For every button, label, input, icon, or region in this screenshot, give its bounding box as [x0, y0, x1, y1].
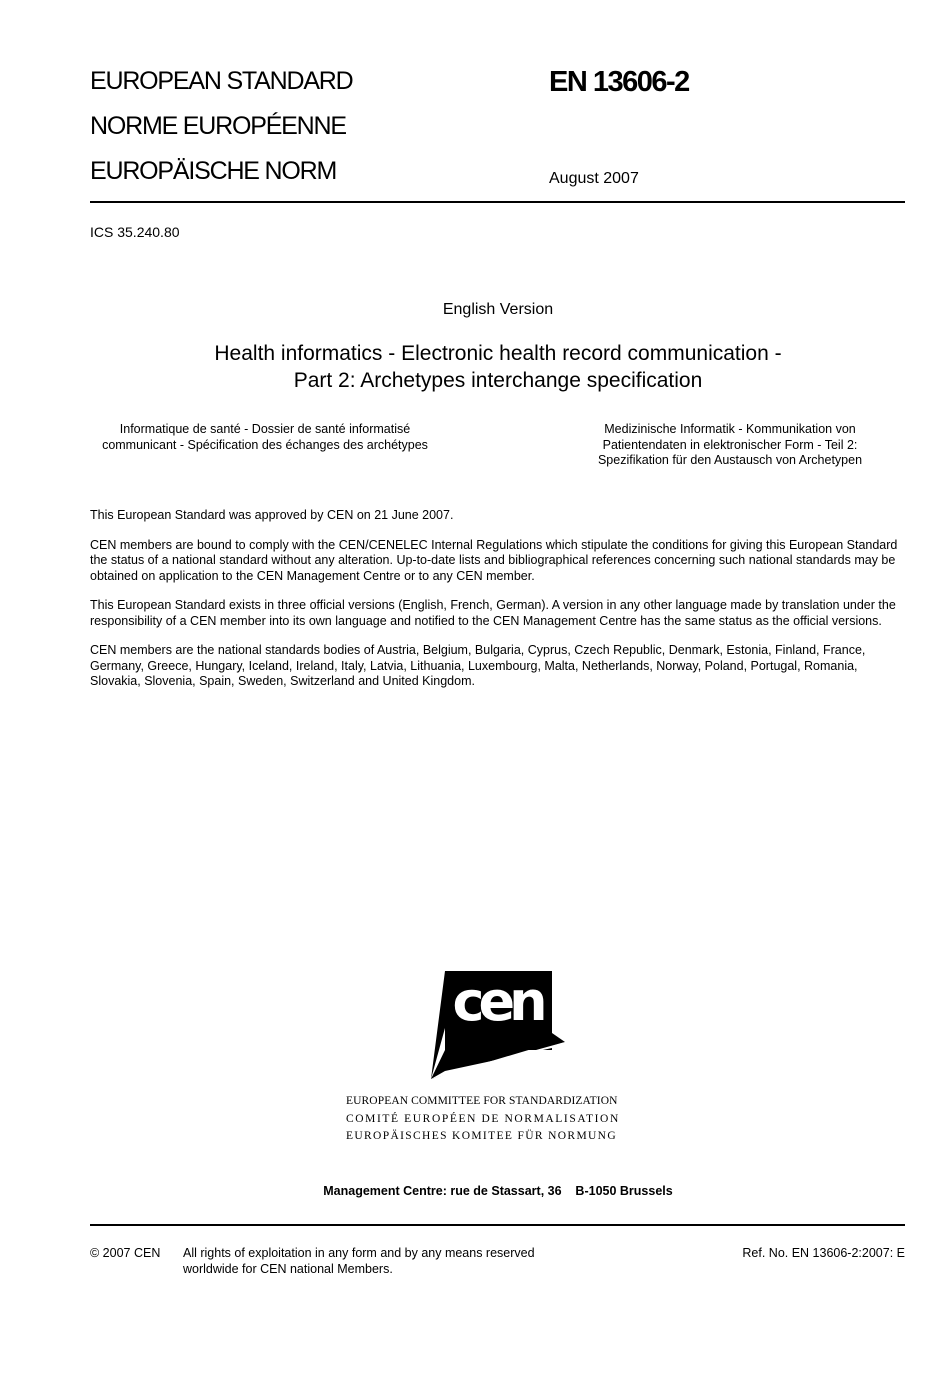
document-title — [0, 340, 950, 394]
reference-number: Ref. No. EN 13606-2:2007: E — [742, 1246, 905, 1260]
committee-name-english: EUROPEAN COMMITTEE FOR STANDARDIZATION — [346, 1095, 618, 1107]
header-divider — [90, 201, 905, 203]
german-title-line: Spezifikation für den Austausch von Archetypen — [597, 453, 863, 467]
french-title-line: Informatique de santé - Dossier de santé informatisé — [119, 422, 411, 436]
standard-number: EN 13606-2 — [549, 66, 689, 98]
standard-name-german: EUROPÄISCHE NORM — [90, 157, 337, 185]
title-line: Health informatics - Electronic health record communication - — [214, 342, 782, 365]
french-title-line: communicant - Spécification des échanges des archétypes — [102, 437, 428, 452]
standard-name-french: NORME EUROPÉENNE — [90, 112, 346, 140]
copyright: © 2007 CEN — [90, 1246, 161, 1260]
committee-name-french: COMITÉ EUROPÉEN DE NORMALISATION — [346, 1112, 620, 1125]
language-version: English Version — [442, 301, 554, 318]
rights-line: worldwide for CEN national Members. — [183, 1261, 393, 1276]
publication-date: August 2007 — [549, 170, 639, 187]
rights-notice — [183, 1246, 535, 1277]
approval-paragraph: This European Standard was approved by CEN on 21 June 2007. — [90, 508, 454, 522]
standard-name-english: EUROPEAN STANDARD — [90, 67, 353, 95]
versions-paragraph: This European Standard exists in three official versions (English, French, German). A version in any other language made by translation under the responsibility of a CEN member into its own language and notified to the CEN Management Centre has the same status as the official versions. — [90, 598, 896, 628]
approval-text — [90, 508, 905, 704]
title-line: Part 2: Archetypes interchange specification — [293, 369, 703, 392]
german-title-line: Patientendaten in elektronischer Form - Teil 2: — [602, 437, 858, 452]
cen-logo-text: cen — [452, 971, 542, 1033]
german-title — [585, 422, 875, 469]
members-paragraph: CEN members are the national standards bodies of Austria, Belgium, Bulgaria, Cyprus, Czech Republic, Denmark, Estonia, Finland, France, Germany, Greece, Hungary, Iceland, Ireland, Italy, Latvia, Lithuania, Luxembourg, Malta, Netherlands, Norway, Poland, Portugal, Romania, Slovakia, Slovenia, Spain, Sweden, Switzerland and United Kingdom. — [90, 643, 866, 688]
german-title-line: Medizinische Informatik - Kommunikation von — [604, 422, 856, 436]
french-title — [90, 422, 440, 453]
cen-logo-icon — [431, 971, 567, 1079]
compliance-paragraph: CEN members are bound to comply with the CEN/CENELEC Internal Regulations which stipulate the conditions for giving this European Standard the status of a national standard without any alteration. Up-to-date lists and bibliographical references concerning such national standards may be obtained on application to the CEN Management Centre or to any CEN member. — [90, 537, 898, 583]
management-centre-address: Management Centre: rue de Stassart, 36 B-1050 Brussels — [323, 1184, 673, 1198]
ics-code: ICS 35.240.80 — [90, 224, 180, 240]
rights-line: All rights of exploitation in any form and by any means reserved — [183, 1246, 535, 1260]
footer-divider — [90, 1224, 905, 1226]
committee-name-german: EUROPÄISCHES KOMITEE FÜR NORMUNG — [346, 1130, 617, 1142]
committee-names — [346, 1093, 650, 1146]
